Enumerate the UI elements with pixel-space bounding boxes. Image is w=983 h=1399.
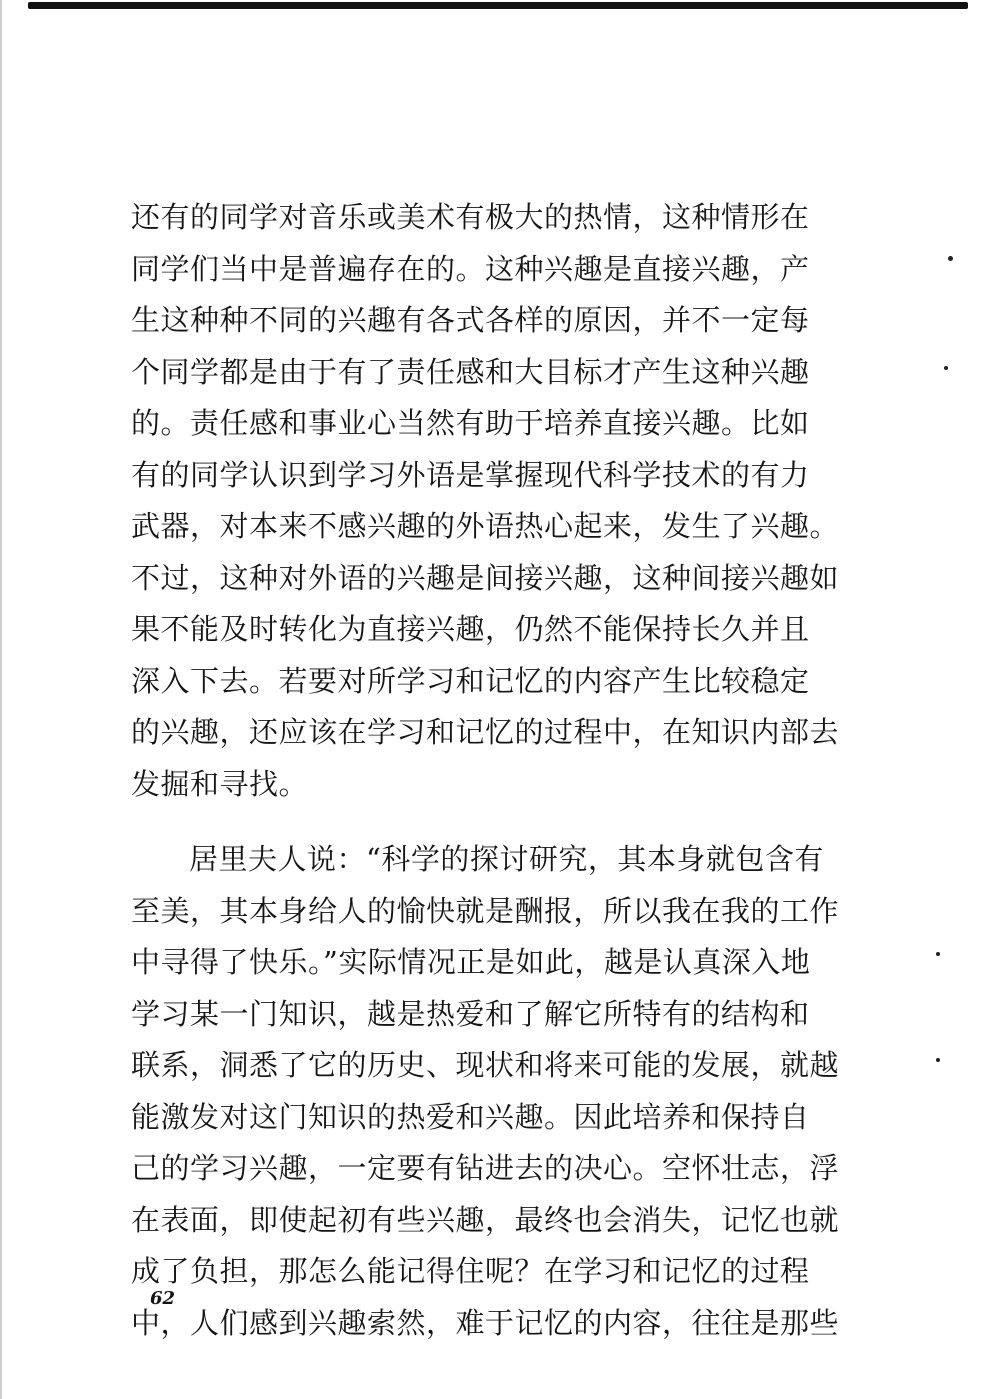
paragraph-2 xyxy=(131,834,843,1349)
text-line: 有的同学认识到学习外语是掌握现代科学技术的有力 xyxy=(131,457,810,492)
text-line: 成了负担，那怎么能记得住呢？在学习和记忆的过程 xyxy=(131,1254,810,1288)
text-line: 武器，对本来不感兴趣的外语热心起来，发生了兴趣。 xyxy=(131,509,840,543)
text-line: 己的学习兴趣，一定要有钻进去的决心。空怀壮志，浮 xyxy=(131,1151,840,1185)
paragraph-1 xyxy=(131,192,843,810)
top-border-rule xyxy=(28,2,968,9)
text-line: 个同学都是由于有了责任感和大目标才产生这种兴趣 xyxy=(131,354,810,389)
text-line: 同学们当中是普遍存在的。这种兴趣是直接兴趣，产 xyxy=(131,251,810,286)
text-line: 不过，这种对外语的兴趣是间接兴趣，这种间接兴趣如 xyxy=(131,560,840,595)
text-line: 还有的同学对音乐或美术有极大的热情，这种情形在 xyxy=(131,200,810,234)
text-line: 至美，其本身给人的愉快就是酬报，所以我在我的工作 xyxy=(131,893,840,928)
text-line: 学习某一门知识，越是热爱和了解它所特有的结构和 xyxy=(131,996,810,1031)
text-line: 联系，洞悉了它的历史、现状和将来可能的发展，就越 xyxy=(131,1048,840,1082)
text-line: 深入下去。若要对所学习和记忆的内容产生比较稳定 xyxy=(131,663,810,698)
text-line: 在表面，即使起初有些兴趣，最终也会消失，记忆也就 xyxy=(131,1202,840,1237)
scan-speck xyxy=(948,256,953,261)
scan-speck xyxy=(944,366,948,370)
scan-speck xyxy=(936,952,940,956)
text-line: 的兴趣，还应该在学习和记忆的过程中，在知识内部去 xyxy=(131,715,840,749)
page-number: 62 xyxy=(150,1288,176,1309)
text-line: 中，人们感到兴趣索然，难于记忆的内容，往往是那些 xyxy=(131,1305,840,1340)
paragraph-gap xyxy=(131,810,843,834)
text-line: 的。责任感和事业心当然有助于培养直接兴趣。比如 xyxy=(131,406,810,440)
scan-left-edge xyxy=(0,0,2,1399)
text-line: 能激发对这门知识的热爱和兴趣。因此培养和保持自 xyxy=(131,1099,810,1134)
text-line: 生这种种不同的兴趣有各式各样的原因，并不一定每 xyxy=(131,303,810,337)
scan-speck xyxy=(936,1058,940,1062)
text-line: 果不能及时转化为直接兴趣，仍然不能保持长久并且 xyxy=(131,612,810,646)
body-text xyxy=(131,192,843,1349)
text-line: 居里夫人说：“科学的探讨研究，其本身就包含有 xyxy=(189,842,824,876)
text-line: 发掘和寻找。 xyxy=(131,766,309,801)
text-line: 中寻得了快乐。”实际情况正是如此，越是认真深入地 xyxy=(131,945,811,979)
